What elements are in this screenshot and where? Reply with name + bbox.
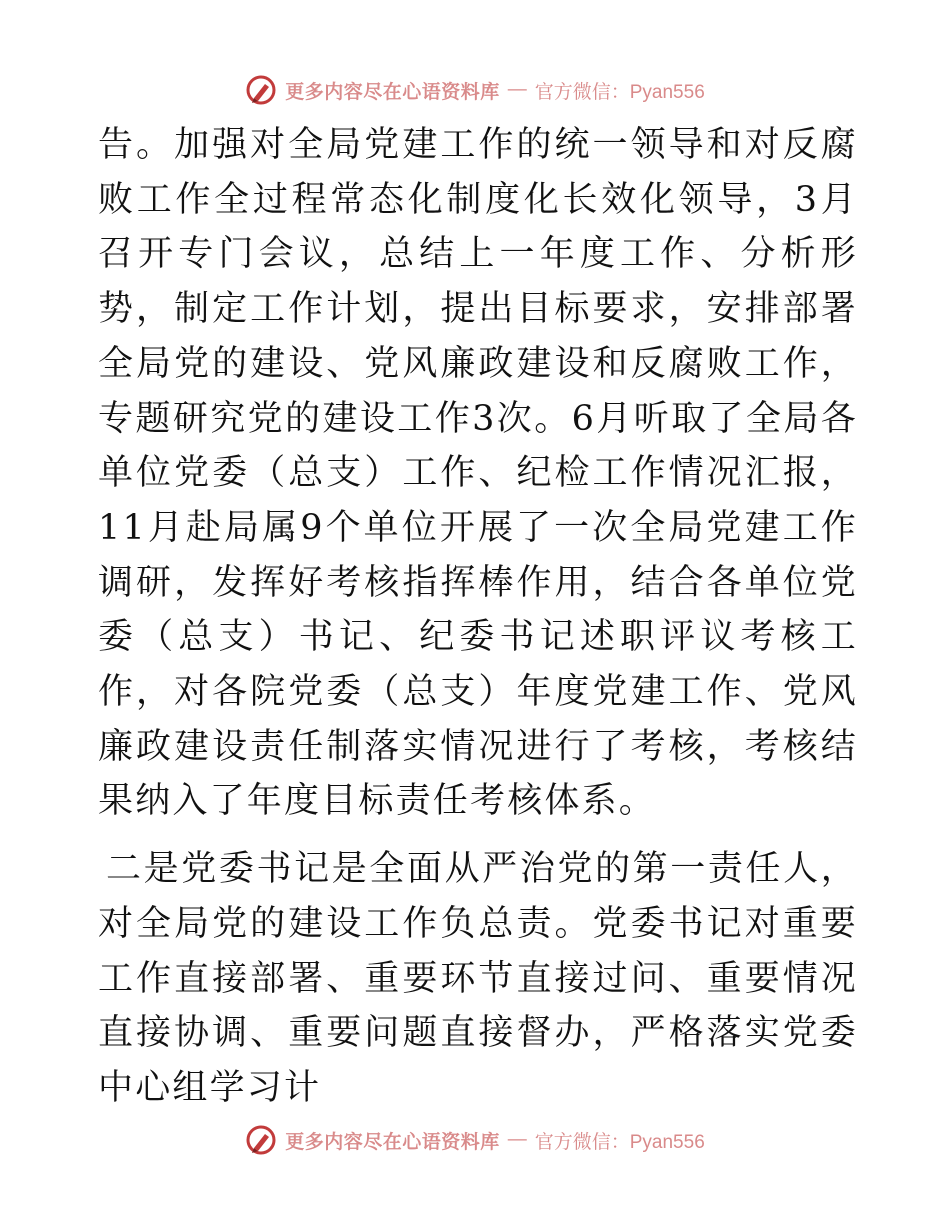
pen-logo-icon xyxy=(245,1124,277,1156)
footer-wechat-label: 官方微信：Pyan556 xyxy=(534,1131,705,1153)
footer-watermark xyxy=(0,1120,950,1160)
paragraph-2: 二是党委书记是全面从严治党的第一责任人，对全局党的建设工作负总责。党委书记对重要工作直接部署、重要环节直接过问、重要情况直接协调、重要问题直接督办，严格落实党委中心组学习计 xyxy=(98,849,858,1108)
header-wechat-label: 官方微信：Pyan556 xyxy=(534,81,705,103)
header-dash: — xyxy=(507,79,527,100)
document-body xyxy=(98,118,858,1116)
footer-dash: — xyxy=(507,1129,527,1150)
header-watermark xyxy=(0,70,950,110)
footer-banner-text: 更多内容尽在心语资料库 xyxy=(285,1130,500,1153)
pen-logo-icon xyxy=(245,74,277,106)
paragraph-1: 告。加强对全局党建工作的统一领导和对反腐败工作全过程常态化制度化长效化领导，3月召开专门会议，总结上一年度工作、分析形势，制定工作计划，提出目标要求，安排部署全局党的建设、党风廉政建设和反腐败工作，专题研究党的建设工作3次。6月听取了全局各单位党委（总支）工作、纪检工作情况汇报，11月赴局属9个单位开展了一次全局党建工作调研，发挥好考核指挥棒作用，结合各单位党委（总支）书记、纪委书记述职评议考核工作，对各院党委（总支）年度党建工作、党风廉政建设责任制落实情况进行了考核，考核结果纳入了年度目标责任考核体系。 xyxy=(98,125,858,822)
header-banner-text: 更多内容尽在心语资料库 xyxy=(285,80,500,103)
